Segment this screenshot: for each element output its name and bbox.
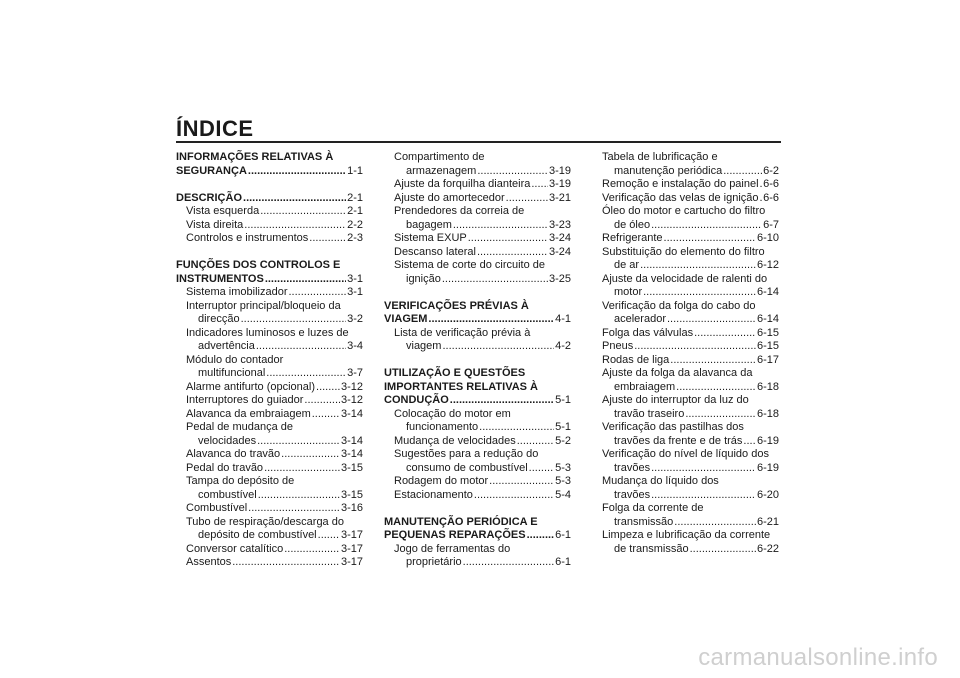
entry-text: travões: [614, 488, 651, 501]
toc-entry[interactable]: [384, 192, 571, 206]
toc-entry[interactable]: [592, 232, 779, 246]
toc-column-1: [176, 151, 363, 570]
toc-entry-line: [176, 300, 363, 314]
toc-entry[interactable]: [592, 516, 779, 530]
entry-text: depósito de combustível: [198, 529, 317, 541]
entry-text: Rodagem do motor: [394, 475, 489, 487]
toc-entry[interactable]: [592, 462, 779, 476]
entry-text: VERIFICAÇÕES PRÉVIAS À: [384, 299, 529, 312]
page-number: 3-19: [548, 178, 571, 190]
entry-text: Óleo do motor e cartucho do filtro: [602, 205, 766, 217]
entry-text: Colocação do motor em: [394, 407, 511, 420]
page-number: 5-3: [555, 475, 571, 487]
entry-text: Limpeza e lubrificação da corrente: [602, 529, 771, 541]
toc-entry[interactable]: [176, 462, 363, 476]
entry-text: Ajuste da folga da alavanca da: [602, 367, 753, 379]
dot-leader: [243, 192, 346, 206]
dot-leader: [743, 435, 756, 449]
entry-text: Mudança do líquido dos: [602, 475, 719, 487]
section-heading: [176, 151, 363, 165]
dot-leader: [685, 408, 756, 422]
entry-text: bagagem: [406, 218, 452, 231]
page-number: 6-12: [756, 259, 779, 271]
page-number: 3-12: [340, 380, 363, 393]
page-number: 6-6: [763, 178, 779, 190]
toc-entry-line: [384, 151, 571, 165]
page-number: 5-4: [555, 488, 571, 501]
entry-text: Alavanca do travão: [186, 448, 281, 460]
section-heading: [384, 300, 571, 314]
entry-text: Ajuste da forquilha dianteira: [394, 178, 531, 190]
page-number: 6-19: [756, 461, 779, 474]
toc-entry[interactable]: [176, 313, 363, 327]
dot-leader: [232, 556, 340, 570]
page-number: 2-2: [347, 218, 363, 231]
entry-text: de óleo: [614, 218, 651, 231]
page-number: 2-1: [347, 191, 363, 204]
page-number: 6-14: [756, 313, 779, 325]
entry-text: INSTRUMENTOS: [176, 272, 264, 285]
page-number: 6-6: [763, 191, 779, 204]
entry-text: Conversor catalítico: [186, 542, 284, 555]
dot-leader: [318, 529, 340, 543]
toc-entry[interactable]: [592, 259, 779, 273]
entry-text: Alavanca da embraiagem: [186, 407, 311, 420]
toc-entry-line: [592, 151, 779, 165]
page-number: 6-17: [756, 353, 779, 366]
entry-text: funcionamento: [406, 421, 479, 433]
toc-entry[interactable]: [176, 381, 363, 395]
toc-entry-line: [592, 475, 779, 489]
toc-entry[interactable]: [592, 489, 779, 503]
section-entry[interactable]: [384, 394, 571, 408]
dot-leader: [531, 178, 548, 192]
section-entry[interactable]: [176, 273, 363, 287]
page-number: 6-2: [763, 164, 779, 177]
page-number: 4-1: [555, 313, 571, 325]
section-entry[interactable]: [384, 313, 571, 327]
dot-leader: [309, 232, 346, 246]
dot-leader: [428, 313, 554, 327]
toc-entry-line: [592, 394, 779, 408]
section-entry[interactable]: [176, 165, 363, 179]
toc-entry-line: [384, 543, 571, 557]
entry-text: motor: [614, 286, 643, 298]
page-number: 3-21: [548, 191, 571, 204]
watermark: carmanualsonline.info: [698, 644, 938, 671]
page-number: 6-22: [756, 542, 779, 555]
toc-entry-line: [592, 367, 779, 381]
dot-leader: [241, 313, 347, 327]
entry-text: proprietário: [406, 556, 462, 568]
entry-text: Sistema imobilizador: [186, 286, 288, 298]
title-rule: [176, 141, 781, 143]
dot-leader: [257, 435, 340, 449]
entry-text: Assentos: [186, 556, 232, 568]
entry-text: Ajuste do amortecedor: [394, 191, 505, 204]
entry-text: Ajuste do interruptor da luz do: [602, 394, 749, 406]
entry-text: travões da frente e de trás: [614, 434, 743, 447]
entry-text: embraiagem: [614, 380, 676, 393]
entry-text: Refrigerante: [602, 232, 663, 244]
page-number: 3-4: [347, 340, 363, 352]
dot-leader: [453, 219, 548, 233]
dot-leader: [248, 165, 346, 179]
toc-entry[interactable]: [176, 340, 363, 354]
page-number: 3-1: [347, 272, 363, 285]
spacer: [384, 286, 571, 300]
page-number: 6-1: [555, 556, 571, 568]
page-number: 6-19: [756, 434, 779, 447]
entry-text: Rodas de liga: [602, 353, 670, 366]
toc-entry[interactable]: [176, 556, 363, 570]
entry-text: DESCRIÇÃO: [176, 191, 243, 204]
spacer: [384, 354, 571, 368]
toc-entry[interactable]: [592, 178, 779, 192]
toc-entry[interactable]: [384, 178, 571, 192]
toc-entry-line: [592, 448, 779, 462]
page-number: 6-18: [756, 407, 779, 420]
entry-text: Pneus: [602, 340, 634, 352]
toc-entry[interactable]: [592, 327, 779, 341]
entry-text: viagem: [406, 340, 442, 352]
toc-entry[interactable]: [384, 273, 571, 287]
toc-entry[interactable]: [592, 408, 779, 422]
entry-text: Sistema EXUP: [394, 232, 467, 244]
dot-leader: [676, 381, 756, 395]
toc-entry[interactable]: [592, 354, 779, 368]
section-entry[interactable]: [176, 192, 363, 206]
toc-entry-line: [384, 259, 571, 273]
entry-text: Jogo de ferramentas do: [394, 542, 511, 555]
entry-text: INFORMAÇÕES RELATIVAS À: [176, 151, 334, 163]
dot-leader: [517, 435, 554, 449]
entry-text: advertência: [198, 340, 255, 352]
page-number: 6-7: [763, 218, 779, 231]
toc-entry[interactable]: [176, 286, 363, 300]
dot-leader: [506, 192, 548, 206]
page-number: 3-12: [340, 394, 363, 406]
dot-leader: [260, 205, 346, 219]
entry-text: FUNÇÕES DOS CONTROLOS E: [176, 259, 341, 271]
dot-leader: [674, 516, 756, 530]
toc-entry-line: [592, 300, 779, 314]
entry-text: Vista direita: [186, 218, 244, 231]
entry-text: CONDUÇÃO: [384, 394, 449, 406]
dot-leader: [723, 165, 762, 179]
entry-text: acelerador: [614, 313, 666, 325]
entry-text: UTILIZAÇÃO E QUESTÕES: [384, 367, 526, 379]
page-number: 3-23: [548, 218, 571, 231]
entry-text: manutenção periódica: [614, 164, 723, 177]
entry-text: Folga das válvulas: [602, 326, 694, 339]
dot-leader: [248, 502, 340, 516]
page-number: 5-1: [555, 394, 571, 406]
page-number: 3-14: [340, 448, 363, 460]
dot-leader: [256, 340, 346, 354]
page-number: 5-1: [555, 421, 571, 433]
dot-leader: [489, 475, 554, 489]
toc-entry[interactable]: [384, 489, 571, 503]
page-number: 3-14: [340, 407, 363, 420]
toc-entry-line: [384, 408, 571, 422]
entry-text: Sugestões para a redução do: [394, 448, 539, 460]
toc-entry-line: [592, 273, 779, 287]
toc-entry-line: [176, 327, 363, 341]
dot-leader: [264, 462, 340, 476]
entry-text: Indicadores luminosos e luzes de: [186, 326, 349, 339]
page-number: 3-19: [548, 164, 571, 177]
page-number: 3-14: [340, 434, 363, 447]
entry-text: consumo de combustível: [406, 461, 528, 474]
toc-entry[interactable]: [176, 448, 363, 462]
toc-entry-line: [384, 205, 571, 219]
entry-text: combustível: [198, 488, 257, 501]
entry-text: Vista esquerda: [186, 205, 260, 217]
dot-leader: [266, 367, 346, 381]
dot-leader: [468, 232, 548, 246]
toc-entry[interactable]: [176, 408, 363, 422]
toc-entry-line: [176, 516, 363, 530]
toc-column-3: [592, 151, 779, 556]
toc-entry[interactable]: [384, 475, 571, 489]
toc-entry[interactable]: [592, 435, 779, 449]
entry-text: Prendedores da correia de: [394, 205, 525, 217]
toc-entry[interactable]: [176, 205, 363, 219]
entry-text: VIAGEM: [384, 313, 428, 325]
entry-text: direcção: [198, 313, 240, 325]
page-number: 3-25: [548, 272, 571, 285]
toc-entry[interactable]: [592, 165, 779, 179]
toc-entry[interactable]: [176, 367, 363, 381]
toc-entry[interactable]: [176, 502, 363, 516]
toc-entry[interactable]: [592, 313, 779, 327]
entry-text: Remoção e instalação do painel: [602, 178, 759, 190]
dot-leader: [760, 192, 763, 206]
page-number: 3-7: [347, 367, 363, 379]
page-number: 6-1: [555, 529, 571, 541]
dot-leader: [634, 340, 756, 354]
section-entry[interactable]: [384, 529, 571, 543]
dot-leader: [244, 219, 346, 233]
entry-text: Mudança de velocidades: [394, 434, 516, 447]
entry-text: Pedal de mudança de: [186, 421, 294, 433]
dot-leader: [463, 556, 554, 570]
entry-text: Ajuste da velocidade de ralenti do: [602, 272, 768, 285]
section-heading: [384, 367, 571, 381]
page-number: 1-1: [347, 164, 363, 177]
dot-leader: [304, 394, 340, 408]
dot-leader: [664, 232, 756, 246]
page-number: 6-15: [756, 326, 779, 339]
toc-entry[interactable]: [176, 529, 363, 543]
toc-entry[interactable]: [592, 340, 779, 354]
toc-entry-line: [176, 421, 363, 435]
spacer: [176, 246, 363, 260]
toc-entry[interactable]: [592, 381, 779, 395]
toc-entry[interactable]: [384, 556, 571, 570]
toc-entry[interactable]: [384, 246, 571, 260]
toc-entry-line: [592, 246, 779, 260]
entry-text: ignição: [406, 272, 441, 285]
entry-text: Pedal do travão: [186, 461, 264, 474]
entry-text: Tampa do depósito de: [186, 475, 295, 487]
dot-leader: [477, 165, 548, 179]
entry-text: Verificação do nível de líquido dos: [602, 448, 769, 460]
entry-text: Interruptores do guiador: [186, 394, 304, 406]
toc-entry[interactable]: [176, 543, 363, 557]
entry-text: Verificação das velas de ignição: [602, 191, 759, 204]
dot-leader: [284, 543, 340, 557]
toc-entry[interactable]: [592, 219, 779, 233]
entry-text: Controlos e instrumentos: [186, 232, 309, 244]
dot-leader: [288, 286, 346, 300]
page-number: 6-10: [756, 232, 779, 244]
spacer: [384, 502, 571, 516]
dot-leader: [640, 259, 756, 273]
entry-text: Compartimento de: [394, 151, 485, 163]
toc-entry-line: [176, 354, 363, 368]
section-heading: [384, 381, 571, 395]
page-number: 6-15: [756, 340, 779, 352]
dot-leader: [316, 381, 340, 395]
page-number: 3-24: [548, 232, 571, 244]
toc-entry[interactable]: [384, 435, 571, 449]
toc-entry-line: [176, 475, 363, 489]
toc-entry[interactable]: [176, 232, 363, 246]
entry-text: IMPORTANTES RELATIVAS À: [384, 380, 538, 393]
dot-leader: [442, 340, 554, 354]
dot-leader: [651, 489, 756, 503]
page-number: 6-14: [756, 286, 779, 298]
toc-entry[interactable]: [176, 435, 363, 449]
entry-text: Estacionamento: [394, 488, 473, 501]
dot-leader: [258, 489, 340, 503]
toc-entry-line: [592, 502, 779, 516]
page-number: 3-17: [340, 529, 363, 541]
dot-leader: [667, 313, 756, 327]
entry-text: velocidades: [198, 434, 257, 447]
page-number: 3-15: [340, 461, 363, 474]
entry-text: Sistema de corte do circuito de: [394, 259, 546, 271]
dot-leader: [479, 421, 554, 435]
toc-entry[interactable]: [384, 462, 571, 476]
dot-leader: [312, 408, 340, 422]
toc-entry[interactable]: [384, 421, 571, 435]
toc-entry[interactable]: [592, 543, 779, 557]
toc-entry[interactable]: [176, 394, 363, 408]
toc-entry[interactable]: [176, 489, 363, 503]
dot-leader: [694, 327, 756, 341]
entry-text: Folga da corrente de: [602, 502, 704, 514]
dot-leader: [651, 219, 762, 233]
page-number: 3-17: [340, 556, 363, 568]
dot-leader: [651, 462, 756, 476]
entry-text: MANUTENÇÃO PERIÓDICA E: [384, 515, 538, 528]
dot-leader: [643, 286, 756, 300]
entry-text: de ar: [614, 259, 640, 271]
dot-leader: [670, 354, 756, 368]
entry-text: Módulo do contador: [186, 353, 284, 366]
toc-entry-line: [592, 529, 779, 543]
entry-text: Combustível: [186, 502, 248, 514]
page-number: 4-2: [555, 340, 571, 352]
entry-text: travões: [614, 461, 651, 474]
toc-entry[interactable]: [384, 219, 571, 233]
dot-leader: [281, 448, 340, 462]
entry-text: Descanso lateral: [394, 245, 476, 258]
entry-text: Alarme antifurto (opcional): [186, 380, 316, 393]
dot-leader: [442, 273, 548, 287]
entry-text: de transmissão: [614, 542, 689, 555]
page-number: 3-15: [340, 488, 363, 501]
page-number: 3-2: [347, 313, 363, 325]
dot-leader: [265, 273, 346, 287]
entry-text: SEGURANÇA: [176, 164, 247, 177]
toc-entry-line: [592, 421, 779, 435]
dot-leader: [477, 246, 548, 260]
entry-text: Substituição do elemento do filtro: [602, 245, 765, 258]
entry-text: Verificação da folga do cabo do: [602, 299, 756, 312]
page-number: 3-16: [340, 502, 363, 514]
toc-entry-line: [592, 205, 779, 219]
toc-entry[interactable]: [384, 232, 571, 246]
dot-leader: [760, 178, 763, 192]
page-number: 5-3: [555, 461, 571, 474]
toc-entry[interactable]: [176, 219, 363, 233]
entry-text: Lista de verificação prévia à: [394, 326, 531, 339]
entry-text: Interruptor principal/bloqueio da: [186, 299, 341, 312]
dot-leader: [690, 543, 756, 557]
dot-leader: [529, 462, 554, 476]
page-number: 6-20: [756, 488, 779, 501]
dot-leader: [527, 529, 554, 543]
page-number: 3-17: [340, 542, 363, 555]
toc-column-2: [384, 151, 571, 570]
toc-entry[interactable]: [592, 286, 779, 300]
section-heading: [176, 259, 363, 273]
page-number: 5-2: [555, 434, 571, 447]
spacer: [176, 178, 363, 192]
toc-entry-line: [384, 448, 571, 462]
section-heading: [384, 516, 571, 530]
dot-leader: [474, 489, 554, 503]
page-title: ÍNDICE: [176, 116, 254, 141]
entry-text: Verificação das pastilhas dos: [602, 421, 744, 433]
entry-text: armazenagem: [406, 164, 477, 177]
entry-text: transmissão: [614, 515, 674, 528]
page-number: 3-24: [548, 245, 571, 258]
entry-text: multifuncional: [198, 367, 266, 379]
page-number: 3-1: [347, 286, 363, 298]
page-number: 2-3: [347, 232, 363, 244]
page-number: 6-18: [756, 380, 779, 393]
entry-text: Tabela de lubrificação e: [602, 151, 718, 163]
toc-entry[interactable]: [592, 192, 779, 206]
page-number: 6-21: [756, 515, 779, 528]
dot-leader: [450, 394, 554, 408]
toc-entry[interactable]: [384, 340, 571, 354]
toc-entry-line: [384, 327, 571, 341]
entry-text: PEQUENAS REPARAÇÕES: [384, 529, 526, 541]
toc-entry[interactable]: [384, 165, 571, 179]
page-number: 2-1: [347, 205, 363, 217]
entry-text: travão traseiro: [614, 407, 685, 420]
entry-text: Tubo de respiração/descarga do: [186, 515, 344, 528]
